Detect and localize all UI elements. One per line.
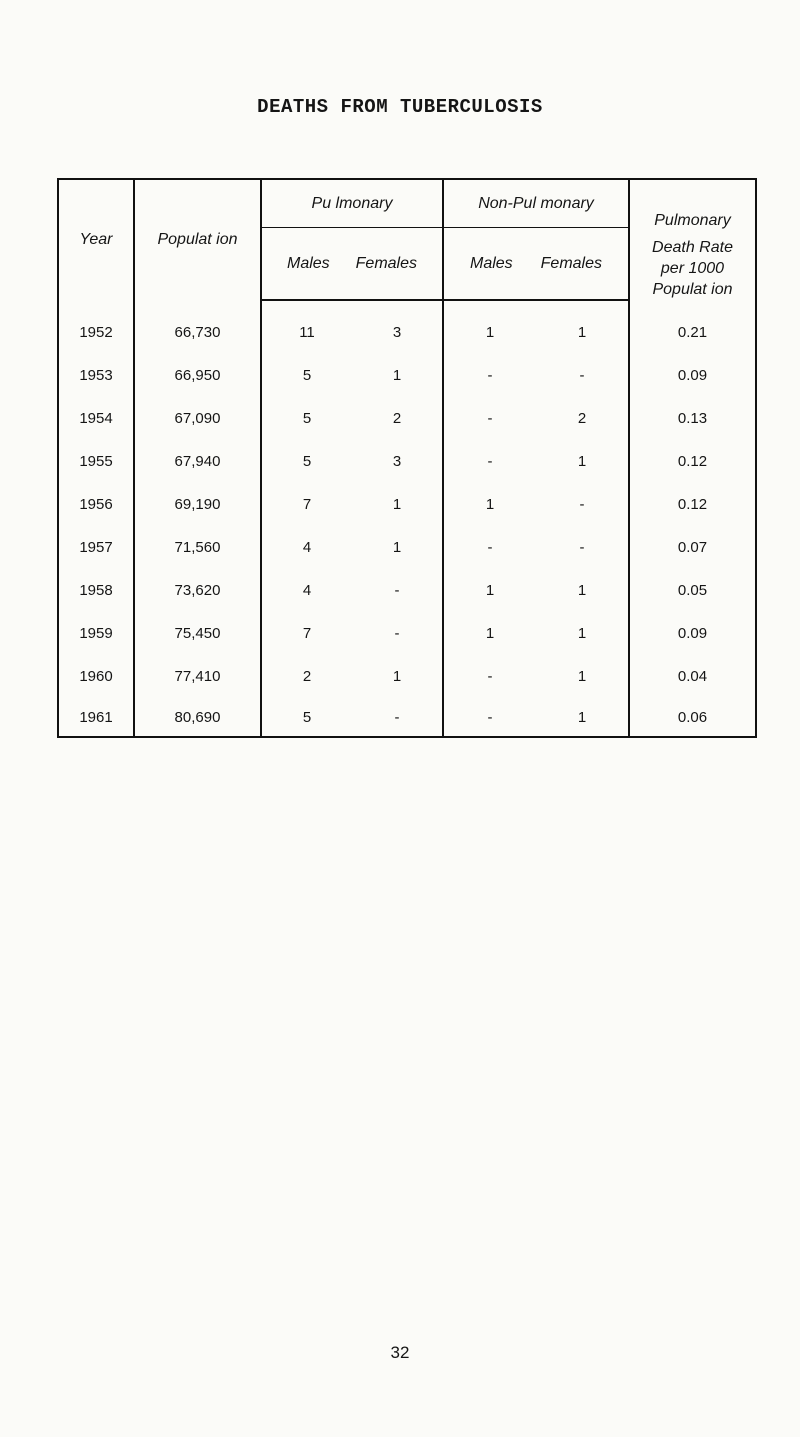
pulmonary-header: Pu lmonary [261,179,443,228]
year-cell: 1957 [58,526,134,569]
non-pulmonary-cells [443,397,629,440]
population-cell: 67,090 [134,397,261,440]
non-pulmonary-females-cell: 2 [577,410,587,427]
death-rate-header-line1: Pulmonary [654,212,731,229]
non-pulmonary-cells [443,526,629,569]
pulmonary-females-cell: 1 [392,539,402,556]
death-rate-cell: 0.04 [629,655,756,698]
pulmonary-males-cell: 4 [302,582,312,599]
non-pulmonary-males-cell: - [487,410,493,427]
non-pulmonary-cells [443,483,629,526]
non-pulmonary-females-cell: 1 [577,625,587,642]
non-pulmonary-females-cell: 1 [577,453,587,470]
population-cell: 75,450 [134,612,261,655]
year-cell: 1961 [58,698,134,737]
pulmonary-females-cell: 3 [392,453,402,470]
non-pulmonary-cells [443,300,629,354]
population-cell: 69,190 [134,483,261,526]
pulmonary-cells [261,354,443,397]
tuberculosis-deaths-table [57,178,757,738]
pulmonary-cells [261,440,443,483]
pulmonary-cells [261,397,443,440]
page-title: DEATHS FROM TUBERCULOSIS [257,96,543,118]
population-cell: 73,620 [134,569,261,612]
year-header: Year [58,179,134,300]
pulmonary-males-cell: 11 [299,324,315,341]
non-pulmonary-cells [443,354,629,397]
death-rate-cell: 0.06 [629,698,756,737]
non-pulmonary-females-cell: 1 [577,668,587,685]
non-pulmonary-males-cell: - [487,367,493,384]
death-rate-cell: 0.07 [629,526,756,569]
non-pulmonary-cells [443,655,629,698]
non-pulmonary-males-cell: 1 [485,324,495,341]
population-cell: 66,950 [134,354,261,397]
population-cell: 66,730 [134,300,261,354]
population-header: Populat ion [134,179,261,300]
non-pulmonary-males-cell: 1 [485,625,495,642]
death-rate-header [629,179,756,300]
pulmonary-males-cell: 2 [302,668,312,685]
table-row [58,440,756,483]
death-rate-cell: 0.05 [629,569,756,612]
pulmonary-females-cell: 2 [392,410,402,427]
year-cell: 1955 [58,440,134,483]
table-row [58,354,756,397]
pulmonary-subheaders [261,228,443,301]
table-row [58,698,756,737]
pulmonary-females-cell: 1 [392,496,402,513]
table-row [58,655,756,698]
page-number: 32 [390,1343,410,1362]
death-rate-header-line4: Populat ion [652,281,733,298]
non-pulmonary-header: Non-Pul monary [443,179,629,228]
non-pulmonary-males-header: Males [469,254,513,272]
non-pulmonary-females-header: Females [540,254,602,272]
pulmonary-males-cell: 5 [302,410,312,427]
pulmonary-cells [261,612,443,655]
year-cell: 1959 [58,612,134,655]
non-pulmonary-males-cell: - [487,453,493,470]
pulmonary-cells [261,698,443,737]
year-cell: 1953 [58,354,134,397]
non-pulmonary-males-cell: 1 [485,582,495,599]
pulmonary-cells [261,300,443,354]
non-pulmonary-males-cell: - [487,539,493,556]
pulmonary-males-cell: 5 [302,367,312,384]
year-cell: 1956 [58,483,134,526]
table-row [58,483,756,526]
pulmonary-males-header: Males [286,254,330,272]
pulmonary-males-cell: 7 [302,625,312,642]
death-rate-cell: 0.09 [629,612,756,655]
pulmonary-females-cell: - [394,582,400,599]
pulmonary-males-cell: 7 [302,496,312,513]
non-pulmonary-subheaders [443,228,629,301]
pulmonary-cells [261,569,443,612]
non-pulmonary-females-cell: 1 [577,324,587,341]
death-rate-header-line3: per 1000 [660,260,725,277]
non-pulmonary-cells [443,569,629,612]
pulmonary-females-cell: 3 [392,324,402,341]
year-cell: 1952 [58,300,134,354]
pulmonary-males-cell: 4 [302,539,312,556]
pulmonary-males-cell: 5 [302,708,312,726]
population-cell: 80,690 [134,698,261,737]
death-rate-cell: 0.12 [629,483,756,526]
non-pulmonary-females-cell: 1 [577,708,587,726]
non-pulmonary-cells [443,698,629,737]
non-pulmonary-females-cell: - [579,367,585,384]
pulmonary-females-cell: 1 [392,367,402,384]
death-rate-cell: 0.13 [629,397,756,440]
non-pulmonary-females-cell: - [579,539,585,556]
death-rate-cell: 0.21 [629,300,756,354]
pulmonary-females-header: Females [355,254,417,272]
year-cell: 1960 [58,655,134,698]
table-row [58,612,756,655]
non-pulmonary-males-cell: - [487,668,493,685]
table-row [58,397,756,440]
pulmonary-cells [261,655,443,698]
population-cell: 77,410 [134,655,261,698]
year-cell: 1958 [58,569,134,612]
non-pulmonary-males-cell: - [487,708,493,726]
death-rate-header-line2: Death Rate [652,239,733,256]
pulmonary-cells [261,526,443,569]
year-cell: 1954 [58,397,134,440]
death-rate-cell: 0.09 [629,354,756,397]
population-cell: 67,940 [134,440,261,483]
pulmonary-males-cell: 5 [302,453,312,470]
pulmonary-females-cell: 1 [392,668,402,685]
table-row [58,300,756,354]
non-pulmonary-cells [443,440,629,483]
non-pulmonary-females-cell: - [579,496,585,513]
pulmonary-females-cell: - [394,708,400,726]
death-rate-cell: 0.12 [629,440,756,483]
population-cell: 71,560 [134,526,261,569]
table-row [58,569,756,612]
pulmonary-females-cell: - [394,625,400,642]
pulmonary-cells [261,483,443,526]
non-pulmonary-males-cell: 1 [485,496,495,513]
non-pulmonary-females-cell: 1 [577,582,587,599]
non-pulmonary-cells [443,612,629,655]
table-row [58,526,756,569]
